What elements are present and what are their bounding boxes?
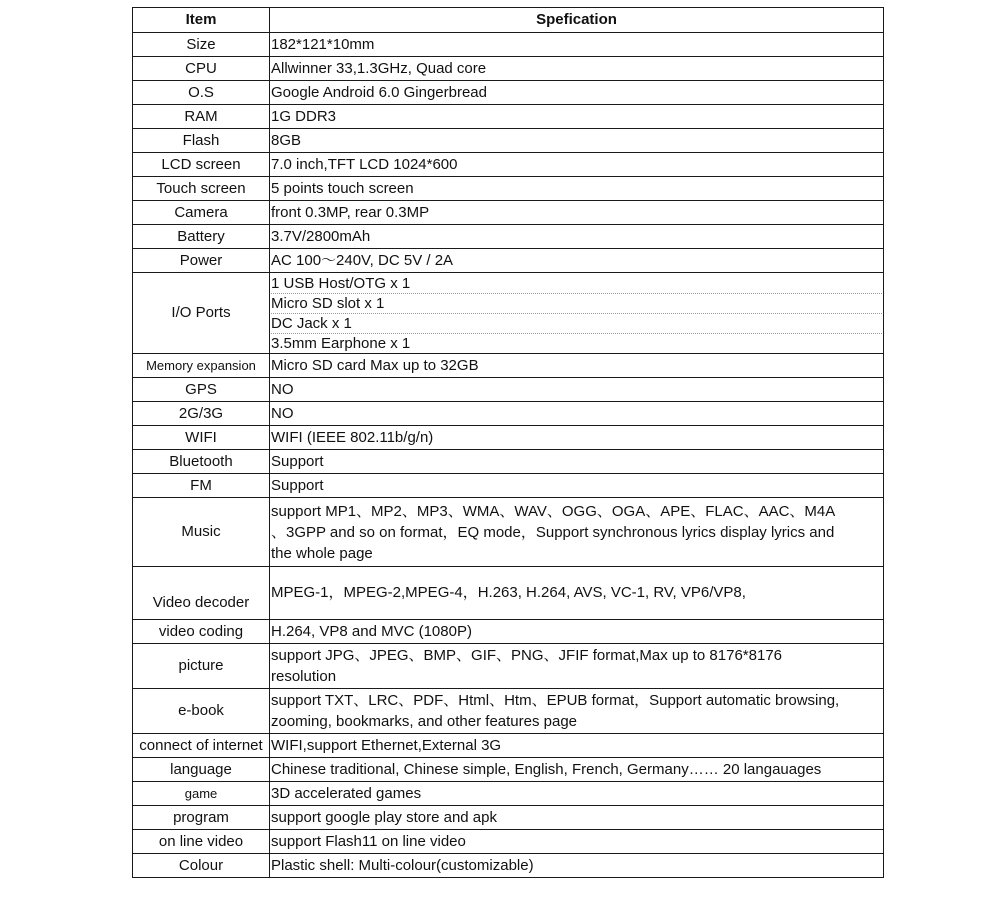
table-row — [133, 105, 884, 129]
io-port-line: DC Jack x 1 — [271, 314, 882, 334]
row-spec-picture — [270, 644, 884, 689]
row-spec-music — [270, 498, 884, 567]
row-item-connect-of-internet: connect of internet — [133, 734, 270, 758]
table-row — [133, 129, 884, 153]
row-spec-os: Google Android 6.0 Gingerbread — [270, 81, 884, 105]
table-row — [133, 782, 884, 806]
row-item-lcd-screen: LCD screen — [133, 153, 270, 177]
row-spec-cpu: Allwinner 33,1.3GHz, Quad core — [270, 57, 884, 81]
table-row — [133, 402, 884, 426]
table-row — [133, 33, 884, 57]
row-item-cpu: CPU — [133, 57, 270, 81]
table-header-row — [133, 8, 884, 33]
row-item-gps: GPS — [133, 378, 270, 402]
picture-line: resolution — [271, 668, 337, 685]
row-spec-video-coding: H.264, VP8 and MVC (1080P) — [270, 620, 884, 644]
music-line: 、3GPP and so on format，EQ mode，Support synchronous lyrics display lyrics and — [271, 523, 835, 541]
row-item-2g3g: 2G/3G — [133, 402, 270, 426]
table-row — [133, 806, 884, 830]
row-spec-power: AC 100～240V, DC 5V / 2A — [270, 249, 884, 273]
table-row — [133, 225, 884, 249]
table-row — [133, 273, 884, 354]
table-row — [133, 567, 884, 620]
table-row — [133, 498, 884, 567]
row-item-bluetooth: Bluetooth — [133, 450, 270, 474]
table-row — [133, 354, 884, 378]
row-spec-on-line-video: support Flash11 on line video — [270, 830, 884, 854]
table-row — [133, 81, 884, 105]
table-row — [133, 450, 884, 474]
spec-sheet — [132, 7, 883, 878]
row-item-program: program — [133, 806, 270, 830]
row-item-video-coding: video coding — [133, 620, 270, 644]
table-row — [133, 249, 884, 273]
table-row — [133, 57, 884, 81]
row-spec-connect-of-internet: WIFI,support Ethernet,External 3G — [270, 734, 884, 758]
row-spec-bluetooth: Support — [270, 450, 884, 474]
row-spec-fm: Support — [270, 474, 884, 498]
row-item-picture: picture — [133, 644, 270, 689]
row-spec-size: 182*121*10mm — [270, 33, 884, 57]
picture-line: support JPG、JPEG、BMP、GIF、PNG、JFIF format,Max up to 8176*8176 — [271, 647, 783, 664]
music-line: the whole page — [271, 544, 373, 562]
row-item-fm: FM — [133, 474, 270, 498]
table-row — [133, 177, 884, 201]
row-item-battery: Battery — [133, 225, 270, 249]
row-spec-colour: Plastic shell: Multi-colour(customizable) — [270, 854, 884, 878]
io-port-line: 1 USB Host/OTG x 1 — [271, 274, 882, 294]
row-spec-wifi: WIFI (IEEE 802.11b/g/n) — [270, 426, 884, 450]
table-row — [133, 689, 884, 734]
io-port-line: Micro SD slot x 1 — [271, 294, 882, 314]
row-item-touch-screen: Touch screen — [133, 177, 270, 201]
row-spec-ram: 1G DDR3 — [270, 105, 884, 129]
row-spec-program: support google play store and apk — [270, 806, 884, 830]
row-spec-2g3g: NO — [270, 402, 884, 426]
row-spec-touch-screen: 5 points touch screen — [270, 177, 884, 201]
table-row — [133, 644, 884, 689]
row-item-e-book: e-book — [133, 689, 270, 734]
header-spec: Spefication — [270, 8, 884, 33]
row-item-camera: Camera — [133, 201, 270, 225]
row-spec-battery: 3.7V/2800mAh — [270, 225, 884, 249]
table-row — [133, 620, 884, 644]
table-row — [133, 758, 884, 782]
io-port-line: 3.5mm Earphone x 1 — [271, 334, 411, 352]
table-row — [133, 474, 884, 498]
row-item-power: Power — [133, 249, 270, 273]
row-spec-io-ports — [270, 273, 884, 354]
row-spec-memory-expansion: Micro SD card Max up to 32GB — [270, 354, 884, 378]
row-item-io-ports: I/O Ports — [133, 273, 270, 354]
row-item-game: game — [133, 782, 270, 806]
row-spec-camera: front 0.3MP, rear 0.3MP — [270, 201, 884, 225]
row-item-memory-expansion: Memory expansion — [133, 354, 270, 378]
row-item-video-decoder: Video decoder — [133, 567, 270, 620]
row-item-music: Music — [133, 498, 270, 567]
row-spec-gps: NO — [270, 378, 884, 402]
spec-table — [132, 7, 884, 878]
e-book-line: zooming, bookmarks, and other features page — [271, 713, 578, 730]
header-item: Item — [133, 8, 270, 33]
table-row — [133, 734, 884, 758]
row-item-ram: RAM — [133, 105, 270, 129]
e-book-line: support TXT、LRC、PDF、Html、Htm、EPUB format，Support automatic browsing, — [271, 692, 840, 709]
row-spec-e-book — [270, 689, 884, 734]
row-spec-lcd-screen: 7.0 inch,TFT LCD 1024*600 — [270, 153, 884, 177]
row-item-os: O.S — [133, 81, 270, 105]
table-row — [133, 830, 884, 854]
table-row — [133, 201, 884, 225]
row-item-flash: Flash — [133, 129, 270, 153]
row-item-colour: Colour — [133, 854, 270, 878]
table-row — [133, 153, 884, 177]
music-line: support MP1、MP2、MP3、WMA、WAV、OGG、OGA、APE、FLAC、AAC、M4A — [271, 502, 836, 520]
table-row — [133, 854, 884, 878]
row-item-size: Size — [133, 33, 270, 57]
row-spec-flash: 8GB — [270, 129, 884, 153]
row-spec-language: Chinese traditional, Chinese simple, English, French, Germany…… 20 langauages — [270, 758, 884, 782]
row-item-on-line-video: on line video — [133, 830, 270, 854]
table-row — [133, 378, 884, 402]
row-item-wifi: WIFI — [133, 426, 270, 450]
row-spec-game: 3D accelerated games — [270, 782, 884, 806]
row-spec-video-decoder: MPEG-1，MPEG-2,MPEG-4，H.263, H.264, AVS, VC-1, RV, VP6/VP8, — [270, 567, 884, 620]
table-row — [133, 426, 884, 450]
row-item-language: language — [133, 758, 270, 782]
